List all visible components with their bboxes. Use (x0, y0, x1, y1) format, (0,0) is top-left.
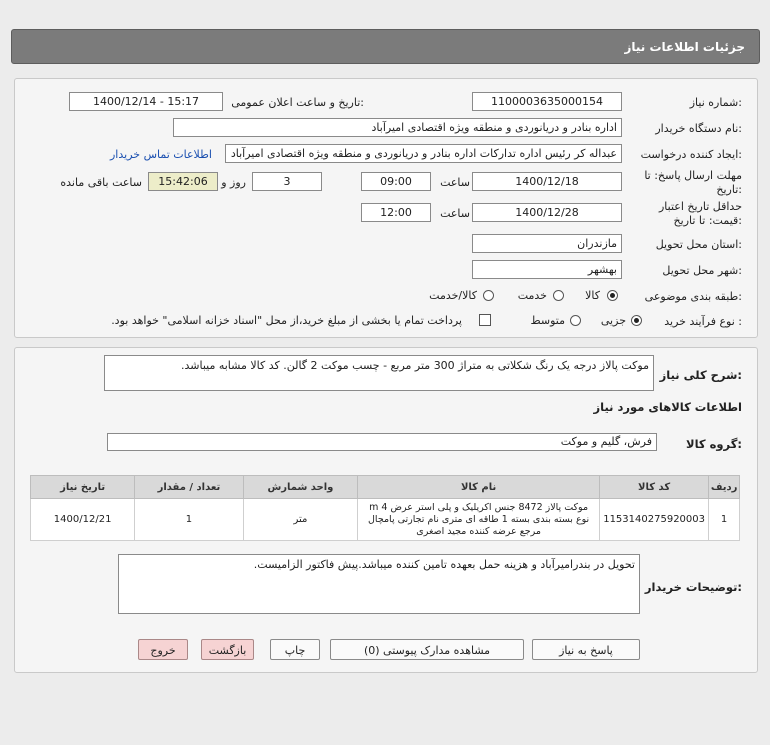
buyer-notes-field: تحویل در بندرامیرآباد و هزینه حمل بعهده تامین کننده میباشد.پیش فاکتور الزامیست. (118, 554, 640, 614)
category-radio-service[interactable] (553, 290, 564, 301)
province-label: استان محل تحویل: (655, 238, 742, 251)
category-option-goods: کالا (585, 289, 600, 302)
remaining-time-label: ساعت باقی مانده (60, 176, 142, 189)
creator-label: ایجاد کننده درخواست: (640, 148, 742, 161)
column-header: کد کالا (600, 476, 709, 499)
province-field: مازندران (472, 234, 622, 253)
buyer-field: اداره بنادر و دریانوردی و منطقه ویژه اقتصادی امیرآباد (173, 118, 622, 137)
need-date-cell: 1400/12/21 (31, 499, 135, 541)
purchase-option-minor: جزیی (600, 314, 626, 327)
column-header: نام کالا (358, 476, 600, 499)
need-number-field: 1100003635000154 (472, 92, 622, 111)
buyer-contact-link[interactable]: اطلاعات تماس خریدار (110, 148, 212, 161)
column-header: تعداد / مقدار (135, 476, 243, 499)
print-button[interactable]: چاپ (270, 639, 320, 660)
column-header: تاریخ نیاز (31, 476, 135, 499)
validity-time-field: 12:00 (361, 203, 431, 222)
purchase-radio-medium[interactable] (570, 315, 581, 326)
announce-field: 1400/12/14 - 15:17 (69, 92, 223, 111)
exit-button[interactable]: خروج (138, 639, 188, 660)
category-radio-goods[interactable] (607, 290, 618, 301)
city-label: شهر محل تحویل: (662, 264, 742, 277)
reply-time-field: 09:00 (361, 172, 431, 191)
city-field: بهشهر (472, 260, 622, 279)
validity-date-field: 1400/12/28 (472, 203, 622, 222)
buyer-label: نام دستگاه خریدار: (655, 122, 742, 135)
days-label: روز و (221, 176, 246, 189)
quantity-cell: 1 (135, 499, 243, 541)
purchase-option-medium: متوسط (530, 314, 565, 327)
purchase-radio-minor[interactable] (631, 315, 642, 326)
category-option-service: خدمت (517, 289, 547, 302)
back-button[interactable]: بازگشت (201, 639, 254, 660)
table-row (31, 499, 740, 541)
treasury-payment-checkbox[interactable] (479, 314, 491, 326)
unit-cell: متر (243, 499, 358, 541)
goods-group-label: گروه کالا: (686, 437, 742, 451)
reply-date-field: 1400/12/18 (472, 172, 622, 191)
purchase-type-label: نوع فرآیند خرید : (664, 315, 742, 328)
days-field: 3 (252, 172, 322, 191)
goods-section-title: اطلاعات کالاهای مورد نیاز (593, 400, 742, 414)
page-title: جزئیات اطلاعات نیاز (624, 40, 745, 54)
page-header (11, 29, 760, 64)
goods-code-cell: 1153140275920003 (600, 499, 709, 541)
goods-table (30, 475, 740, 541)
creator-field: عبداله کر رئیس اداره تدارکات اداره بنادر و دریانوردی و منطقه ویژه اقتصادی امیرآباد (225, 144, 622, 163)
row-number-cell: 1 (709, 499, 740, 541)
validity-label: حداقل تاریخ اعتبار (658, 200, 742, 213)
category-label: طبقه بندی موضوعی: (644, 290, 742, 303)
description-field: موکت پالاز درجه یک رنگ شکلاتی به متراژ 300 متر مربع - چسب موکت 2 گالن. کد کالا مشابه میباشد. (104, 355, 654, 391)
announce-label: تاریخ و ساعت اعلان عمومی: (231, 96, 364, 109)
remaining-time-field: 15:42:06 (148, 172, 218, 191)
reply-time-label: ساعت (440, 176, 470, 189)
column-header: واحد شمارش (243, 476, 358, 499)
treasury-payment-note: پرداخت تمام یا بخشی از مبلغ خرید،از محل "اسناد خزانه اسلامی" خواهد بود. (111, 314, 462, 327)
reply-deadline-label-2: تاریخ: (716, 183, 742, 196)
reply-deadline-label: مهلت ارسال پاسخ: تا (644, 169, 742, 182)
column-header: ردیف (709, 476, 740, 499)
description-label: شرح کلی نیاز: (659, 368, 742, 382)
validity-label-2: قیمت: تا تاریخ: (673, 214, 742, 227)
need-number-label: شماره نیاز: (689, 96, 742, 109)
buyer-notes-label: توضیحات خریدار: (644, 580, 742, 594)
validity-time-label: ساعت (440, 207, 470, 220)
category-option-goods-service: کالا/خدمت (429, 289, 477, 302)
goods-group-field: فرش، گلیم و موکت (107, 433, 657, 451)
reply-button[interactable]: پاسخ به نیاز (532, 639, 640, 660)
goods-name-cell: موکت پالاز 8472 جنس اکریلیک و پلی استر عرض m 4 نوع بسته بندی بسته 1 طاقه ای متری نام تجارتی پامچال مرجع عرضه کننده مجید اصغری (358, 499, 600, 541)
goods-table-header (31, 476, 740, 499)
attachments-button[interactable]: مشاهده مدارک پیوستی (0) (330, 639, 524, 660)
category-radio-goods-service[interactable] (483, 290, 494, 301)
